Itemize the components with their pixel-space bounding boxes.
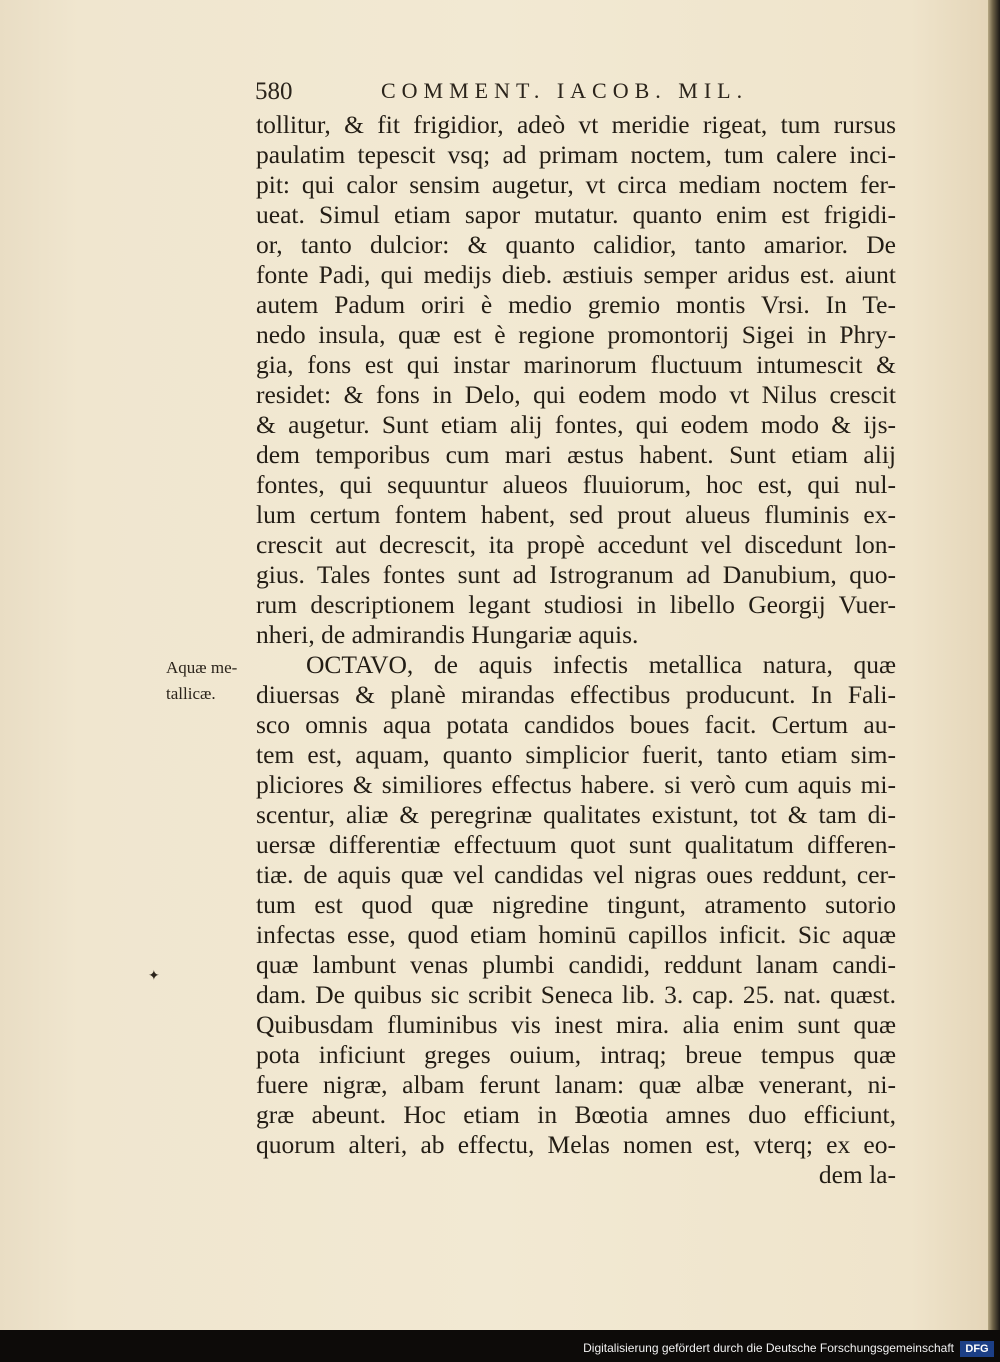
marginal-note (166, 655, 256, 707)
footer-bar (0, 1338, 1000, 1362)
page-header (255, 78, 895, 112)
text-line: residet: & fons in Delo, qui eodem modo vt Nilus crescit (256, 380, 896, 409)
text-line: autem Padum oriri è medio gremio montis Vrsi. In Te- (256, 290, 896, 319)
text-line: tum est quod quæ nigredine tingunt, atramento sutorio (256, 890, 896, 919)
text-line: & augetur. Sunt etiam alij fontes, qui eodem modo & ijs- (256, 410, 896, 439)
text-line: gia, fons est qui instar marinorum fluctuum intumescit & (256, 350, 896, 379)
text-line: ueat. Simul etiam sapor mutatur. quanto enim est frigidi- (256, 200, 896, 229)
text-line: scentur, aliæ & peregrinæ qualitates existunt, tot & tam di- (256, 800, 896, 829)
text-line: paulatim tepescit vsq; ad primam noctem, tum calere inci- (256, 140, 896, 169)
text-body (256, 110, 896, 1190)
text-line: lum certum fontem habent, sed prout alueus fluminis ex- (256, 500, 896, 529)
text-line: infectas esse, quod etiam hominū capillos inficit. Sic aquæ (256, 920, 896, 949)
text-line: tollitur, & fit frigidior, adeò vt meridie rigeat, tum rursus (256, 110, 896, 139)
text-line: nheri, de admirandis Hungariæ aquis. (256, 620, 639, 649)
marginal-note-line: Aquæ me- (166, 658, 238, 677)
text-line: OCTAVO, de aquis infectis metallica natura, quæ (306, 650, 896, 679)
text-line: nedo insula, quæ est è regione promontorij Sigei in Phry- (256, 320, 896, 349)
text-line: uersæ differentiæ effectuum quot sunt qualitatum differen- (256, 830, 896, 859)
text-line: fonte Padi, qui medijs dieb. æstiuis semper aridus est. aiunt (256, 260, 896, 289)
marginal-note-line: tallicæ. (166, 684, 216, 703)
text-line: pliciores & similiores effectus habere. si verò cum aquis mi- (256, 770, 896, 799)
page-number: 580 (255, 78, 293, 105)
text-line: pit: qui calor sensim augetur, vt circa mediam noctem fer- (256, 170, 896, 199)
text-line: tem est, aquam, quanto simplicior fuerit, tanto etiam sim- (256, 740, 896, 769)
text-line: dem temporibus cum mari æstus habent. Sunt etiam alij (256, 440, 896, 469)
text-line: rum descriptionem legant studiosi in libello Georgij Vuer- (256, 590, 896, 619)
ink-blot-mark: ✦ (148, 969, 160, 984)
text-line: pota inficiunt greges ouium, intraq; breue tempus quæ (256, 1040, 896, 1069)
running-title: COMMENT. IACOB. MIL. (381, 78, 749, 103)
text-line: græ abeunt. Hoc etiam in Bœotia amnes duo efficiunt, (256, 1100, 896, 1129)
text-line: fuere nigræ, albam ferunt lanam: quæ albæ venerant, ni- (256, 1070, 896, 1099)
dfg-logo: DFG (960, 1341, 994, 1357)
text-line: dam. De quibus sic scribit Seneca lib. 3. cap. 25. nat. quæst. (256, 980, 896, 1009)
catchword: dem la- (818, 1160, 896, 1189)
text-line: or, tanto dulcior: & quanto calidior, tanto amarior. De (256, 230, 896, 259)
text-line: diuersas & planè mirandas effectibus producunt. In Fali- (256, 680, 896, 709)
text-line: tiæ. de aquis quæ vel candidas vel nigras oues reddunt, cer- (256, 860, 896, 889)
text-line: quorum alteri, ab effectu, Melas nomen est, vterq; ex eo- (256, 1130, 896, 1159)
text-line: fontes, qui sequuntur alueos fluuiorum, hoc est, qui nul- (256, 470, 896, 499)
text-line: crescit aut decrescit, ita propè accedunt vel discedunt lon- (256, 530, 896, 559)
page-edge-shadow (988, 0, 1000, 1330)
text-line: Quibusdam fluminibus vis inest mira. alia enim sunt quæ (256, 1010, 896, 1039)
text-line: quæ lambunt venas plumbi candidi, reddunt lanam candi- (256, 950, 896, 979)
text-line: sco omnis aqua potata candidos boues facit. Certum au- (256, 710, 896, 739)
funding-credit: Digitalisierung gefördert durch die Deutsche Forschungsgemeinschaft (583, 1341, 954, 1355)
text-line: gius. Tales fontes sunt ad Istrogranum ad Danubium, quo- (256, 560, 896, 589)
